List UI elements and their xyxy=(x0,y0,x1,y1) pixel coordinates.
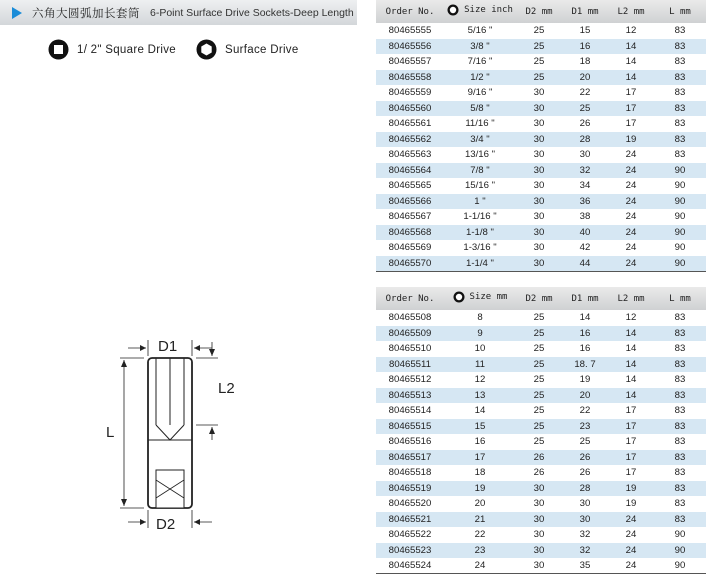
size-cell: 8 xyxy=(477,312,483,324)
size-cell: 21 xyxy=(444,512,516,528)
size-cell: 15/16 " xyxy=(464,180,496,192)
l-cell: 83 xyxy=(654,512,706,528)
d2-cell: 25 xyxy=(516,388,562,404)
drive-legend xyxy=(48,39,319,60)
l-cell: 83 xyxy=(654,132,706,148)
l2-cell: 24 xyxy=(608,225,654,241)
header-size-label: Size inch xyxy=(464,5,513,15)
header-size-label: Size mm xyxy=(469,292,508,302)
l-cell: 90 xyxy=(674,242,686,254)
d2-cell: 30 xyxy=(516,558,562,574)
size-cell: 11 xyxy=(444,357,516,373)
order-no-cell: 80465556 xyxy=(376,39,444,55)
header-d1: D1 mm xyxy=(562,0,608,23)
table-row xyxy=(376,147,706,163)
table-row xyxy=(376,326,706,342)
table-row xyxy=(376,85,706,101)
header-d2: D2 mm xyxy=(516,0,562,23)
size-cell: 1/2 " xyxy=(444,70,516,86)
l2-cell: 14 xyxy=(625,374,637,386)
header-d2: D2 mm xyxy=(516,287,562,310)
title-english: 6-Point Surface Drive Sockets-Deep Length xyxy=(150,6,354,19)
size-cell: 10 xyxy=(474,343,486,355)
size-cell: 1-1/4 " xyxy=(444,256,516,272)
l2-cell: 24 xyxy=(625,211,637,223)
l2-cell: 17 xyxy=(608,450,654,466)
d1-cell: 20 xyxy=(562,388,608,404)
order-no-cell: 80465561 xyxy=(388,118,432,130)
table-row xyxy=(376,225,706,241)
size-cell: 7/8 " xyxy=(444,163,516,179)
d1-cell: 26 xyxy=(562,450,608,466)
socket-drawing xyxy=(100,330,250,545)
d2-cell: 30 xyxy=(516,132,562,148)
d2-cell: 30 xyxy=(533,180,545,192)
d1-cell: 16 xyxy=(579,343,591,355)
header-l: L mm xyxy=(654,287,706,310)
order-no-cell: 80465523 xyxy=(376,543,444,559)
order-no-cell: 80465524 xyxy=(376,558,444,574)
header-l2: L2 mm xyxy=(608,287,654,310)
order-no-cell: 80465563 xyxy=(388,149,432,161)
size-cell: 18 xyxy=(474,467,486,479)
l2-cell: 24 xyxy=(608,163,654,179)
order-no-cell: 80465566 xyxy=(376,194,444,210)
table-row xyxy=(376,372,706,388)
legend-item-surface-drive xyxy=(196,39,299,60)
d2-cell: 30 xyxy=(533,498,545,510)
d1-cell: 28 xyxy=(562,481,608,497)
d1-cell: 30 xyxy=(579,149,591,161)
d2-cell: 30 xyxy=(533,529,545,541)
l-cell: 83 xyxy=(654,481,706,497)
d2-cell: 26 xyxy=(533,467,545,479)
d1-cell: 40 xyxy=(562,225,608,241)
legend-label-surface-drive: Surface Drive xyxy=(224,43,299,56)
table-row xyxy=(376,194,706,210)
label-l2: L2 xyxy=(218,380,235,397)
l2-cell: 17 xyxy=(608,419,654,435)
order-no-cell: 80465568 xyxy=(376,225,444,241)
l-cell: 83 xyxy=(654,70,706,86)
order-no-cell: 80465517 xyxy=(376,450,444,466)
l-cell: 83 xyxy=(654,419,706,435)
d1-cell: 22 xyxy=(579,87,591,99)
order-no-cell: 80465557 xyxy=(388,56,432,68)
size-cell: 11/16 " xyxy=(465,118,495,130)
l2-cell: 17 xyxy=(608,101,654,117)
order-no-cell: 80465559 xyxy=(388,87,432,99)
title-bar xyxy=(0,0,357,25)
label-d1: D1 xyxy=(158,338,178,355)
d2-cell: 30 xyxy=(533,211,545,223)
hex-socket-icon xyxy=(453,291,465,303)
l-cell: 83 xyxy=(654,39,706,55)
table-row xyxy=(376,496,706,512)
order-no-cell: 80465509 xyxy=(376,326,444,342)
l2-cell: 24 xyxy=(608,558,654,574)
size-cell: 14 xyxy=(474,405,486,417)
table-row xyxy=(376,310,706,326)
d2-cell: 30 xyxy=(516,543,562,559)
order-no-cell: 80465511 xyxy=(376,357,444,373)
l2-cell: 14 xyxy=(608,39,654,55)
d1-cell: 25 xyxy=(579,436,591,448)
d1-cell: 36 xyxy=(562,194,608,210)
l2-cell: 12 xyxy=(625,312,637,324)
d1-cell: 26 xyxy=(579,467,591,479)
surface-drive-icon xyxy=(196,39,217,60)
l2-cell: 17 xyxy=(625,87,637,99)
legend-item-square-drive xyxy=(48,39,176,60)
table-row xyxy=(376,527,706,543)
order-no-cell: 80465516 xyxy=(388,436,432,448)
l2-cell: 24 xyxy=(625,529,637,541)
table-row xyxy=(376,450,706,466)
l2-cell: 24 xyxy=(608,256,654,272)
order-no-cell: 80465513 xyxy=(376,388,444,404)
d1-cell: 35 xyxy=(562,558,608,574)
l2-cell: 24 xyxy=(625,180,637,192)
l-cell: 90 xyxy=(674,180,686,192)
d1-cell: 22 xyxy=(579,405,591,417)
d2-cell: 30 xyxy=(516,194,562,210)
l-cell: 90 xyxy=(654,256,706,272)
order-no-cell: 80465512 xyxy=(388,374,432,386)
d2-cell: 25 xyxy=(533,405,545,417)
order-no-cell: 80465565 xyxy=(388,180,432,192)
d1-cell: 26 xyxy=(579,118,591,130)
l-cell: 83 xyxy=(674,312,686,324)
legend-label-square-drive: 1/ 2" Square Drive xyxy=(77,43,176,56)
table-row xyxy=(376,209,706,225)
d1-cell: 19 xyxy=(579,374,591,386)
l2-cell: 17 xyxy=(625,467,637,479)
table-row xyxy=(376,403,706,419)
d2-cell: 25 xyxy=(533,56,545,68)
l2-cell: 24 xyxy=(608,194,654,210)
size-cell: 1-3/16 " xyxy=(463,242,497,254)
order-no-cell: 80465521 xyxy=(376,512,444,528)
hex-socket-icon xyxy=(447,4,459,16)
l2-cell: 24 xyxy=(625,242,637,254)
l-cell: 83 xyxy=(654,357,706,373)
d2-cell: 25 xyxy=(533,374,545,386)
d2-cell: 30 xyxy=(516,481,562,497)
size-cell: 22 xyxy=(474,529,486,541)
l2-cell: 17 xyxy=(625,405,637,417)
l-cell: 90 xyxy=(654,194,706,210)
l2-cell: 12 xyxy=(625,25,637,37)
label-l: L xyxy=(106,424,115,441)
size-cell: 19 xyxy=(444,481,516,497)
size-cell: 5/8 " xyxy=(444,101,516,117)
l2-cell: 19 xyxy=(608,132,654,148)
l-cell: 83 xyxy=(674,343,686,355)
size-cell: 24 xyxy=(444,558,516,574)
d2-cell: 30 xyxy=(533,242,545,254)
order-no-cell: 80465569 xyxy=(388,242,432,254)
d1-cell: 15 xyxy=(579,25,591,37)
table-row xyxy=(376,54,706,70)
table-row xyxy=(376,419,706,435)
d1-cell: 30 xyxy=(579,498,591,510)
table-row xyxy=(376,39,706,55)
title-chinese: 六角大圆弧加长套筒 xyxy=(32,5,140,20)
l2-cell: 19 xyxy=(608,481,654,497)
table-row xyxy=(376,23,706,39)
size-cell: 15 xyxy=(444,419,516,435)
order-no-cell: 80465518 xyxy=(388,467,432,479)
header-d1: D1 mm xyxy=(562,287,608,310)
d1-cell: 14 xyxy=(579,312,591,324)
table-row xyxy=(376,163,706,179)
order-no-cell: 80465558 xyxy=(376,70,444,86)
l-cell: 83 xyxy=(654,450,706,466)
d1-cell: 42 xyxy=(579,242,591,254)
d2-cell: 25 xyxy=(533,343,545,355)
l2-cell: 19 xyxy=(625,498,637,510)
size-cell: 1-1/16 " xyxy=(463,211,497,223)
table-row xyxy=(376,116,706,132)
d2-cell: 30 xyxy=(516,163,562,179)
l-cell: 90 xyxy=(654,225,706,241)
l-cell: 83 xyxy=(674,25,686,37)
size-cell: 1 " xyxy=(444,194,516,210)
d2-cell: 26 xyxy=(516,450,562,466)
d2-cell: 25 xyxy=(516,419,562,435)
order-no-cell: 80465564 xyxy=(376,163,444,179)
d1-cell: 44 xyxy=(562,256,608,272)
header-size xyxy=(444,0,516,23)
order-no-cell: 80465520 xyxy=(388,498,432,510)
d2-cell: 25 xyxy=(516,70,562,86)
size-cell: 3/8 " xyxy=(444,39,516,55)
d1-cell: 18. 7 xyxy=(562,357,608,373)
table-row xyxy=(376,543,706,559)
square-drive-icon xyxy=(48,39,69,60)
table-row xyxy=(376,481,706,497)
size-cell: 17 xyxy=(444,450,516,466)
l-cell: 83 xyxy=(654,388,706,404)
d2-cell: 25 xyxy=(533,312,545,324)
l-cell: 90 xyxy=(674,211,686,223)
d1-cell: 23 xyxy=(562,419,608,435)
size-cell: 5/16 " xyxy=(467,25,493,37)
table-row xyxy=(376,388,706,404)
order-no-cell: 80465514 xyxy=(388,405,432,417)
d2-cell: 30 xyxy=(516,101,562,117)
d1-cell: 30 xyxy=(562,512,608,528)
d1-cell: 32 xyxy=(562,543,608,559)
d1-cell: 18 xyxy=(579,56,591,68)
l2-cell: 24 xyxy=(625,149,637,161)
table-row xyxy=(376,240,706,256)
d1-cell: 28 xyxy=(562,132,608,148)
table-row xyxy=(376,341,706,357)
size-cell: 16 xyxy=(474,436,486,448)
table-header-row xyxy=(376,287,706,310)
d2-cell: 25 xyxy=(516,326,562,342)
order-no-cell: 80465519 xyxy=(376,481,444,497)
table-row xyxy=(376,512,706,528)
order-no-cell: 80465570 xyxy=(376,256,444,272)
l-cell: 90 xyxy=(674,529,686,541)
l-cell: 83 xyxy=(674,87,686,99)
table-row xyxy=(376,256,706,272)
order-no-cell: 80465508 xyxy=(388,312,432,324)
l2-cell: 14 xyxy=(608,357,654,373)
d1-cell: 34 xyxy=(579,180,591,192)
order-no-cell: 80465515 xyxy=(376,419,444,435)
size-cell: 9 xyxy=(444,326,516,342)
l-cell: 83 xyxy=(674,405,686,417)
table-row xyxy=(376,434,706,450)
size-cell: 20 xyxy=(474,498,486,510)
l2-cell: 14 xyxy=(625,343,637,355)
l-cell: 83 xyxy=(674,374,686,386)
table-row xyxy=(376,465,706,481)
d2-cell: 25 xyxy=(533,25,545,37)
inch-size-table xyxy=(376,0,706,272)
size-cell: 13 xyxy=(444,388,516,404)
size-cell: 23 xyxy=(444,543,516,559)
header-order-no: Order No. xyxy=(376,0,444,23)
size-cell: 13/16 " xyxy=(464,149,496,161)
table-row xyxy=(376,178,706,194)
l-cell: 90 xyxy=(654,558,706,574)
d2-cell: 25 xyxy=(516,39,562,55)
socket-dimension-diagram xyxy=(100,330,250,545)
l-cell: 83 xyxy=(674,467,686,479)
play-arrow-icon xyxy=(12,7,22,19)
l-cell: 83 xyxy=(654,326,706,342)
l2-cell: 24 xyxy=(608,512,654,528)
table-header-row xyxy=(376,0,706,23)
d2-cell: 30 xyxy=(516,225,562,241)
table-row xyxy=(376,70,706,86)
order-no-cell: 80465555 xyxy=(388,25,432,37)
l-cell: 83 xyxy=(674,498,686,510)
size-cell: 3/4 " xyxy=(444,132,516,148)
d1-cell: 32 xyxy=(562,163,608,179)
metric-table-body xyxy=(376,310,706,574)
l2-cell: 24 xyxy=(608,543,654,559)
l-cell: 90 xyxy=(654,543,706,559)
d2-cell: 30 xyxy=(533,87,545,99)
l2-cell: 14 xyxy=(608,326,654,342)
d1-cell: 32 xyxy=(579,529,591,541)
inch-table-body xyxy=(376,23,706,271)
l2-cell: 17 xyxy=(625,436,637,448)
l-cell: 83 xyxy=(674,56,686,68)
l-cell: 83 xyxy=(654,101,706,117)
l2-cell: 14 xyxy=(608,70,654,86)
l-cell: 83 xyxy=(674,118,686,130)
order-no-cell: 80465562 xyxy=(376,132,444,148)
d1-cell: 25 xyxy=(562,101,608,117)
table-row xyxy=(376,132,706,148)
metric-size-table xyxy=(376,287,706,574)
table-row xyxy=(376,357,706,373)
d1-cell: 16 xyxy=(562,39,608,55)
l2-cell: 14 xyxy=(608,388,654,404)
d2-cell: 30 xyxy=(533,149,545,161)
header-size xyxy=(444,287,516,310)
d1-cell: 20 xyxy=(562,70,608,86)
d1-cell: 16 xyxy=(562,326,608,342)
size-cell: 7/16 " xyxy=(467,56,493,68)
l2-cell: 17 xyxy=(625,118,637,130)
header-l: L mm xyxy=(654,0,706,23)
order-no-cell: 80465560 xyxy=(376,101,444,117)
d1-cell: 38 xyxy=(579,211,591,223)
d2-cell: 25 xyxy=(516,357,562,373)
d2-cell: 30 xyxy=(516,512,562,528)
order-no-cell: 80465567 xyxy=(388,211,432,223)
size-cell: 1-1/8 " xyxy=(444,225,516,241)
order-no-cell: 80465522 xyxy=(388,529,432,541)
header-order-no: Order No. xyxy=(376,287,444,310)
d2-cell: 30 xyxy=(516,256,562,272)
l-cell: 83 xyxy=(674,436,686,448)
l-cell: 83 xyxy=(674,149,686,161)
label-d2: D2 xyxy=(156,516,176,533)
table-row xyxy=(376,101,706,117)
l2-cell: 14 xyxy=(625,56,637,68)
table-row xyxy=(376,558,706,574)
size-cell: 12 xyxy=(474,374,486,386)
header-l2: L2 mm xyxy=(608,0,654,23)
size-cell: 9/16 " xyxy=(467,87,493,99)
d2-cell: 30 xyxy=(533,118,545,130)
d2-cell: 25 xyxy=(533,436,545,448)
l-cell: 90 xyxy=(654,163,706,179)
order-no-cell: 80465510 xyxy=(388,343,432,355)
